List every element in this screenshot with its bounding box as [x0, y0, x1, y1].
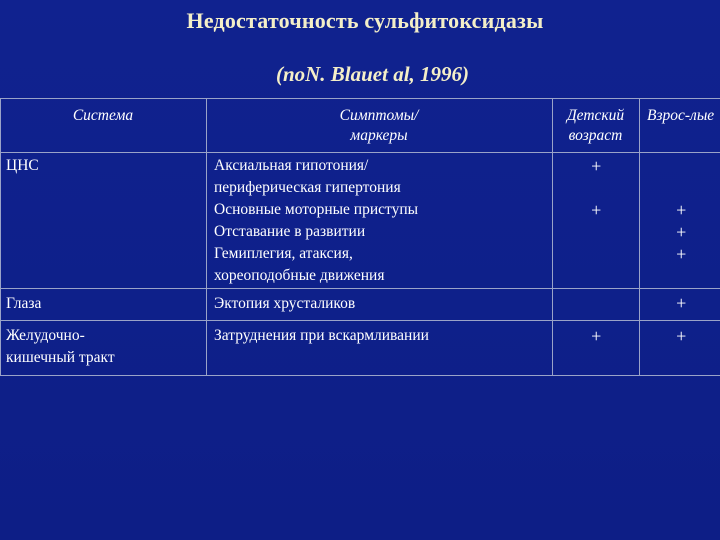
- row-cns-adult-mark-1: +: [675, 200, 688, 220]
- row-cns-symptom-3: Основные моторные приступы: [214, 201, 419, 218]
- header-symptoms-line2: маркеры: [350, 127, 408, 144]
- row-cns-symptom-1: Аксиальная гипотония/: [214, 157, 369, 174]
- symptoms-table: [0, 98, 720, 376]
- row-eyes-system: Глаза: [6, 295, 42, 312]
- header-system: Система: [72, 107, 134, 124]
- row-cns-system: ЦНС: [6, 157, 39, 174]
- row-eyes-symptom-1: Эктопия хрусталиков: [214, 295, 356, 312]
- col-divider-3: [639, 98, 640, 376]
- row-eyes-adult-mark-1: +: [675, 293, 688, 313]
- row-cns-adult-mark-2: +: [675, 222, 688, 242]
- row-gi-symptom-1: Затруднения при вскармливании: [214, 327, 429, 344]
- header-bottom-border: [0, 152, 720, 153]
- row-eyes-bottom-border: [0, 320, 720, 321]
- row-cns-symptom-2: периферическая гипертония: [214, 179, 401, 196]
- row-gi-system-line1: Желудочно-: [6, 327, 85, 344]
- header-child-line1: Детский: [566, 107, 625, 124]
- row-cns-child-mark-1: +: [590, 156, 603, 176]
- row-cns-symptom-6: хореоподобные движения: [214, 267, 385, 284]
- row-gi-system-line2: кишечный тракт: [6, 349, 115, 366]
- row-cns-symptom-5: Гемиплегия, атаксия,: [214, 245, 353, 262]
- row-cns-symptom-4: Отставание в развитии: [214, 223, 366, 240]
- row-cns-bottom-border: [0, 288, 720, 289]
- header-adult: Взрос-лые: [647, 107, 715, 124]
- row-cns-adult-mark-3: +: [675, 244, 688, 264]
- row-gi-child-mark-1: +: [590, 326, 603, 346]
- table-left-border: [0, 98, 1, 376]
- slide-subtitle: (поN. Blauet al, 1996): [275, 62, 470, 86]
- row-gi-adult-mark-1: +: [675, 326, 688, 346]
- table-bottom-border: [0, 375, 720, 376]
- row-cns-child-mark-2: +: [590, 200, 603, 220]
- header-child-line2: возраст: [568, 127, 623, 144]
- slide-title: Недостаточность сульфитоксидазы: [186, 8, 544, 33]
- header-symptoms-line1: Симптомы/: [339, 107, 419, 124]
- table-top-border: [0, 98, 720, 99]
